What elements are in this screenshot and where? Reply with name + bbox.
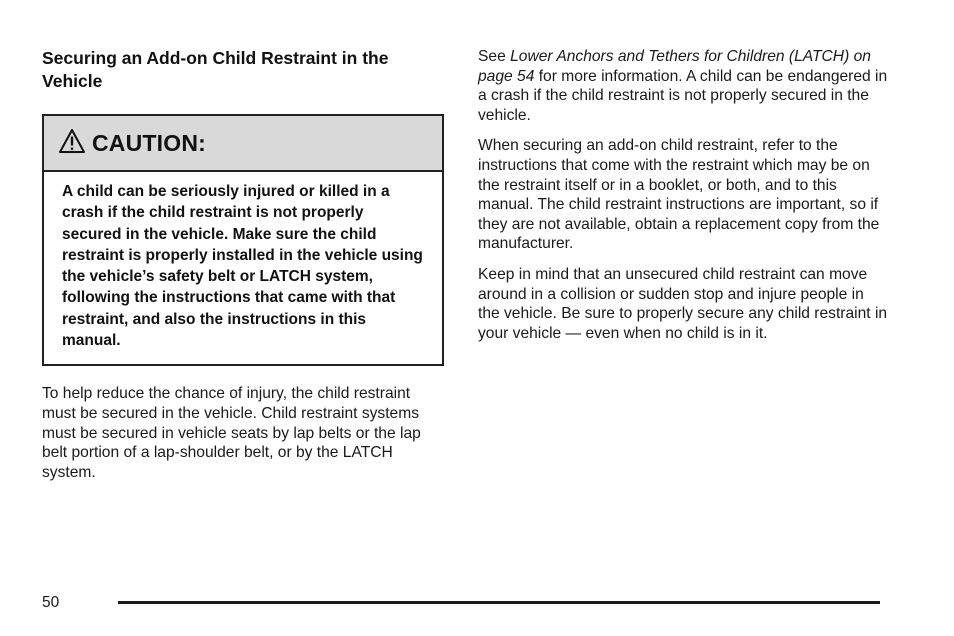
page-number: 50 — [42, 594, 60, 611]
warning-triangle-icon — [58, 128, 92, 159]
right-column — [478, 47, 888, 354]
caution-text: A child can be seriously injured or killed in a crash if the child restraint is not properly secured in the vehicle. Make sure the child restraint is properly installed in the vehicle using the vehicle’s safety belt or LATCH system, following the instructions that came with that restraint, and also the instructions in this manual. — [62, 183, 423, 350]
footer-rule — [118, 601, 880, 604]
left-paragraph: To help reduce the chance of injury, the child restraint must be secured in the vehicle. Child restraint systems must be secured in vehicle seats by lap belts or the lap belt portion of a lap-shoulder belt, or by the LATCH system. — [42, 385, 421, 481]
right-paragraph-1 — [478, 47, 888, 125]
left-column — [42, 47, 444, 482]
see-prefix: See — [478, 48, 511, 65]
see-suffix: for more information. A child can be endangered in a crash if the child restraint is not properly secured in the vehicle. — [478, 67, 888, 124]
caution-header — [44, 116, 442, 172]
caution-box — [42, 114, 444, 366]
right-paragraph-3: Keep in mind that an unsecured child restraint can move around in a collision or sudden stop and injure people in the vehicle. Be sure to properly secure any child restraint in your vehicle — even when no child is in it. — [478, 265, 888, 342]
section-heading: Securing an Add-on Child Restraint in the Vehicle — [42, 48, 389, 91]
caution-title: CAUTION: — [92, 129, 207, 156]
right-paragraph-2: When securing an add-on child restraint, refer to the instructions that come with the restraint which may be on the restraint itself or in a booklet, or both, and to this manual. The child restraint instructions are important, so if they are not available, obtain a replacement copy from the manufacturer. — [478, 137, 880, 253]
page-reference-link[interactable]: Lower Anchors and Tethers for Children (LATCH) on page 54 — [478, 48, 871, 85]
